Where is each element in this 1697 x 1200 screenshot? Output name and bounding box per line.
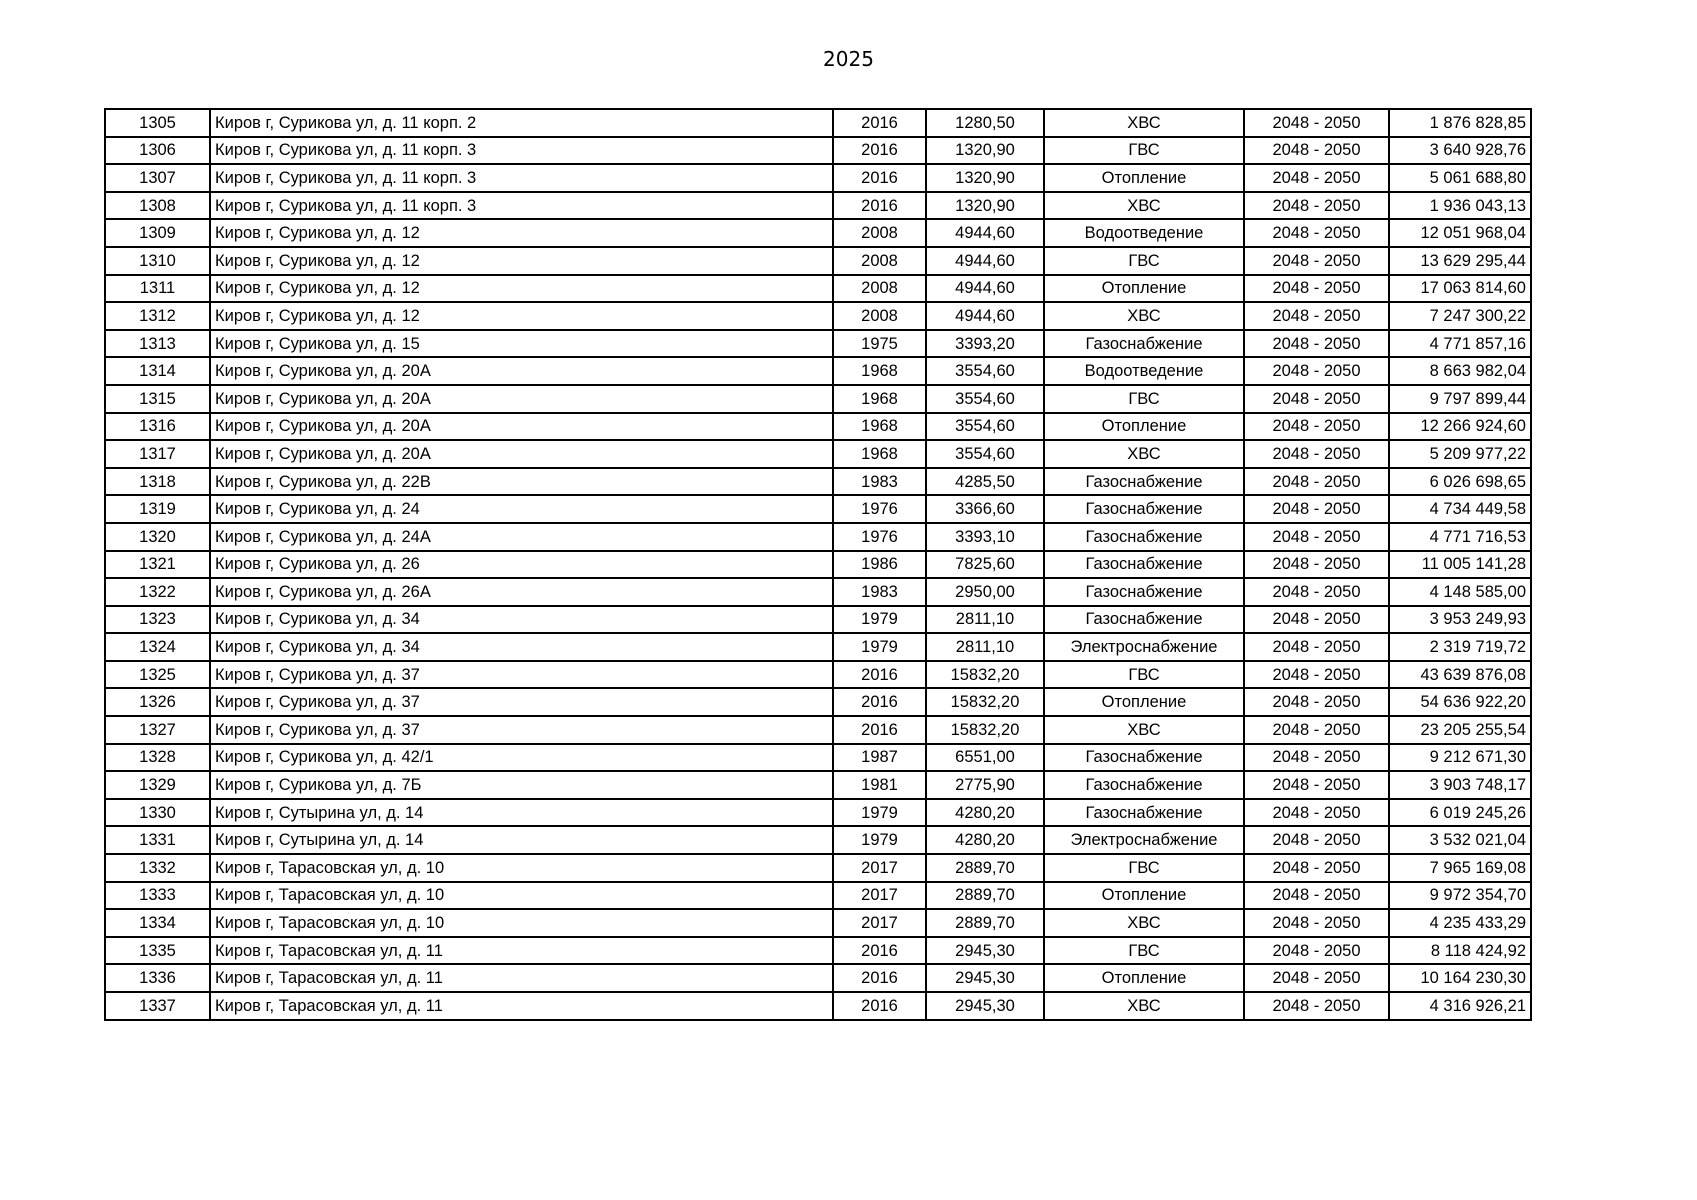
service-type-cell: Газоснабжение (1044, 744, 1244, 772)
year-cell: 2016 (833, 661, 926, 689)
area-cell: 4944,60 (926, 302, 1044, 330)
table-row (105, 330, 1531, 358)
service-type-cell: ГВС (1044, 661, 1244, 689)
service-type-cell: ХВС (1044, 992, 1244, 1020)
row-number-cell: 1317 (105, 440, 210, 468)
year-cell: 2016 (833, 164, 926, 192)
row-number-cell: 1326 (105, 688, 210, 716)
address-cell: Киров г, Тарасовская ул, д. 10 (210, 882, 833, 910)
year-cell: 2016 (833, 109, 926, 137)
period-cell: 2048 - 2050 (1244, 909, 1389, 937)
row-number-cell: 1336 (105, 964, 210, 992)
year-cell: 2016 (833, 137, 926, 165)
address-cell: Киров г, Сурикова ул, д. 20А (210, 440, 833, 468)
address-cell: Киров г, Сурикова ул, д. 42/1 (210, 744, 833, 772)
year-cell: 1979 (833, 633, 926, 661)
service-type-cell: Водоотведение (1044, 219, 1244, 247)
period-cell: 2048 - 2050 (1244, 164, 1389, 192)
row-number-cell: 1325 (105, 661, 210, 689)
area-cell: 4280,20 (926, 826, 1044, 854)
register-table (104, 108, 1532, 1021)
year-cell: 1968 (833, 385, 926, 413)
table-row (105, 413, 1531, 441)
address-cell: Киров г, Сурикова ул, д. 37 (210, 716, 833, 744)
row-number-cell: 1314 (105, 357, 210, 385)
address-cell: Киров г, Тарасовская ул, д. 11 (210, 937, 833, 965)
year-cell: 1983 (833, 468, 926, 496)
cost-cell: 1 876 828,85 (1389, 109, 1531, 137)
year-cell: 2008 (833, 219, 926, 247)
address-cell: Киров г, Сурикова ул, д. 11 корп. 2 (210, 109, 833, 137)
table-row (105, 109, 1531, 137)
period-cell: 2048 - 2050 (1244, 551, 1389, 579)
period-cell: 2048 - 2050 (1244, 716, 1389, 744)
table-row (105, 219, 1531, 247)
period-cell: 2048 - 2050 (1244, 992, 1389, 1020)
cost-cell: 5 061 688,80 (1389, 164, 1531, 192)
area-cell: 2889,70 (926, 854, 1044, 882)
service-type-cell: Газоснабжение (1044, 578, 1244, 606)
table-row (105, 385, 1531, 413)
period-cell: 2048 - 2050 (1244, 247, 1389, 275)
address-cell: Киров г, Тарасовская ул, д. 11 (210, 964, 833, 992)
cost-cell: 7 965 169,08 (1389, 854, 1531, 882)
period-cell: 2048 - 2050 (1244, 964, 1389, 992)
cost-cell: 3 953 249,93 (1389, 606, 1531, 634)
cost-cell: 6 019 245,26 (1389, 799, 1531, 827)
period-cell: 2048 - 2050 (1244, 633, 1389, 661)
period-cell: 2048 - 2050 (1244, 385, 1389, 413)
service-type-cell: Газоснабжение (1044, 523, 1244, 551)
service-type-cell: Газоснабжение (1044, 771, 1244, 799)
period-cell: 2048 - 2050 (1244, 826, 1389, 854)
service-type-cell: ГВС (1044, 854, 1244, 882)
service-type-cell: ГВС (1044, 137, 1244, 165)
year-cell: 1968 (833, 440, 926, 468)
service-type-cell: Газоснабжение (1044, 495, 1244, 523)
table-row (105, 964, 1531, 992)
address-cell: Киров г, Сурикова ул, д. 34 (210, 606, 833, 634)
period-cell: 2048 - 2050 (1244, 275, 1389, 303)
address-cell: Киров г, Сурикова ул, д. 20А (210, 357, 833, 385)
area-cell: 2950,00 (926, 578, 1044, 606)
table-row (105, 523, 1531, 551)
period-cell: 2048 - 2050 (1244, 192, 1389, 220)
address-cell: Киров г, Сурикова ул, д. 11 корп. 3 (210, 192, 833, 220)
cost-cell: 54 636 922,20 (1389, 688, 1531, 716)
row-number-cell: 1322 (105, 578, 210, 606)
area-cell: 1320,90 (926, 137, 1044, 165)
table-row (105, 799, 1531, 827)
area-cell: 2889,70 (926, 909, 1044, 937)
table-row (105, 633, 1531, 661)
period-cell: 2048 - 2050 (1244, 744, 1389, 772)
address-cell: Киров г, Сурикова ул, д. 12 (210, 219, 833, 247)
cost-cell: 9 797 899,44 (1389, 385, 1531, 413)
year-cell: 2008 (833, 247, 926, 275)
table-row (105, 937, 1531, 965)
row-number-cell: 1329 (105, 771, 210, 799)
address-cell: Киров г, Сурикова ул, д. 20А (210, 385, 833, 413)
service-type-cell: ХВС (1044, 302, 1244, 330)
address-cell: Киров г, Сурикова ул, д. 12 (210, 247, 833, 275)
area-cell: 4944,60 (926, 219, 1044, 247)
table-row (105, 882, 1531, 910)
service-type-cell: Газоснабжение (1044, 551, 1244, 579)
row-number-cell: 1323 (105, 606, 210, 634)
cost-cell: 11 005 141,28 (1389, 551, 1531, 579)
page-number: 2025 (823, 47, 874, 71)
area-cell: 3366,60 (926, 495, 1044, 523)
row-number-cell: 1335 (105, 937, 210, 965)
row-number-cell: 1321 (105, 551, 210, 579)
area-cell: 2889,70 (926, 882, 1044, 910)
table-row (105, 606, 1531, 634)
cost-cell: 3 903 748,17 (1389, 771, 1531, 799)
address-cell: Киров г, Сурикова ул, д. 26 (210, 551, 833, 579)
table-row (105, 578, 1531, 606)
cost-cell: 6 026 698,65 (1389, 468, 1531, 496)
period-cell: 2048 - 2050 (1244, 799, 1389, 827)
address-cell: Киров г, Тарасовская ул, д. 11 (210, 992, 833, 1020)
period-cell: 2048 - 2050 (1244, 468, 1389, 496)
year-cell: 1979 (833, 799, 926, 827)
table-row (105, 909, 1531, 937)
period-cell: 2048 - 2050 (1244, 688, 1389, 716)
address-cell: Киров г, Сурикова ул, д. 26А (210, 578, 833, 606)
cost-cell: 12 051 968,04 (1389, 219, 1531, 247)
year-cell: 2016 (833, 192, 926, 220)
service-type-cell: Отопление (1044, 882, 1244, 910)
row-number-cell: 1310 (105, 247, 210, 275)
address-cell: Киров г, Сурикова ул, д. 15 (210, 330, 833, 358)
row-number-cell: 1328 (105, 744, 210, 772)
area-cell: 2945,30 (926, 964, 1044, 992)
cost-cell: 4 316 926,21 (1389, 992, 1531, 1020)
table-row (105, 357, 1531, 385)
period-cell: 2048 - 2050 (1244, 661, 1389, 689)
cost-cell: 3 640 928,76 (1389, 137, 1531, 165)
service-type-cell: Газоснабжение (1044, 330, 1244, 358)
year-cell: 1979 (833, 606, 926, 634)
service-type-cell: Газоснабжение (1044, 799, 1244, 827)
service-type-cell: ХВС (1044, 716, 1244, 744)
cost-cell: 5 209 977,22 (1389, 440, 1531, 468)
table-row (105, 468, 1531, 496)
table-row (105, 164, 1531, 192)
service-type-cell: Газоснабжение (1044, 468, 1244, 496)
area-cell: 3393,20 (926, 330, 1044, 358)
area-cell: 3554,60 (926, 357, 1044, 385)
cost-cell: 2 319 719,72 (1389, 633, 1531, 661)
cost-cell: 17 063 814,60 (1389, 275, 1531, 303)
area-cell: 2811,10 (926, 633, 1044, 661)
year-cell: 1979 (833, 826, 926, 854)
cost-cell: 4 771 716,53 (1389, 523, 1531, 551)
row-number-cell: 1334 (105, 909, 210, 937)
period-cell: 2048 - 2050 (1244, 330, 1389, 358)
area-cell: 4285,50 (926, 468, 1044, 496)
service-type-cell: Отопление (1044, 688, 1244, 716)
area-cell: 15832,20 (926, 716, 1044, 744)
service-type-cell: Отопление (1044, 164, 1244, 192)
cost-cell: 8 663 982,04 (1389, 357, 1531, 385)
period-cell: 2048 - 2050 (1244, 578, 1389, 606)
row-number-cell: 1312 (105, 302, 210, 330)
cost-cell: 4 235 433,29 (1389, 909, 1531, 937)
row-number-cell: 1305 (105, 109, 210, 137)
row-number-cell: 1311 (105, 275, 210, 303)
period-cell: 2048 - 2050 (1244, 937, 1389, 965)
period-cell: 2048 - 2050 (1244, 357, 1389, 385)
row-number-cell: 1313 (105, 330, 210, 358)
table-row (105, 551, 1531, 579)
year-cell: 1976 (833, 495, 926, 523)
year-cell: 1987 (833, 744, 926, 772)
year-cell: 1968 (833, 413, 926, 441)
cost-cell: 7 247 300,22 (1389, 302, 1531, 330)
service-type-cell: Отопление (1044, 413, 1244, 441)
period-cell: 2048 - 2050 (1244, 440, 1389, 468)
service-type-cell: ГВС (1044, 385, 1244, 413)
area-cell: 2945,30 (926, 992, 1044, 1020)
period-cell: 2048 - 2050 (1244, 771, 1389, 799)
row-number-cell: 1333 (105, 882, 210, 910)
area-cell: 15832,20 (926, 688, 1044, 716)
cost-cell: 13 629 295,44 (1389, 247, 1531, 275)
table-row (105, 302, 1531, 330)
year-cell: 2017 (833, 909, 926, 937)
row-number-cell: 1320 (105, 523, 210, 551)
table-row (105, 247, 1531, 275)
year-cell: 2016 (833, 688, 926, 716)
service-type-cell: ХВС (1044, 909, 1244, 937)
address-cell: Киров г, Тарасовская ул, д. 10 (210, 854, 833, 882)
address-cell: Киров г, Сурикова ул, д. 37 (210, 661, 833, 689)
area-cell: 4944,60 (926, 275, 1044, 303)
row-number-cell: 1330 (105, 799, 210, 827)
period-cell: 2048 - 2050 (1244, 413, 1389, 441)
area-cell: 6551,00 (926, 744, 1044, 772)
address-cell: Киров г, Сутырина ул, д. 14 (210, 799, 833, 827)
row-number-cell: 1327 (105, 716, 210, 744)
year-cell: 1975 (833, 330, 926, 358)
area-cell: 2811,10 (926, 606, 1044, 634)
area-cell: 3554,60 (926, 413, 1044, 441)
address-cell: Киров г, Сурикова ул, д. 20А (210, 413, 833, 441)
year-cell: 2016 (833, 716, 926, 744)
cost-cell: 1 936 043,13 (1389, 192, 1531, 220)
row-number-cell: 1307 (105, 164, 210, 192)
year-cell: 2016 (833, 964, 926, 992)
cost-cell: 4 771 857,16 (1389, 330, 1531, 358)
table-row (105, 440, 1531, 468)
cost-cell: 43 639 876,08 (1389, 661, 1531, 689)
year-cell: 1983 (833, 578, 926, 606)
table-row (105, 826, 1531, 854)
table-row (105, 854, 1531, 882)
service-type-cell: ХВС (1044, 109, 1244, 137)
service-type-cell: Отопление (1044, 964, 1244, 992)
table-row (105, 744, 1531, 772)
service-type-cell: Газоснабжение (1044, 606, 1244, 634)
year-cell: 1986 (833, 551, 926, 579)
table-row (105, 661, 1531, 689)
period-cell: 2048 - 2050 (1244, 854, 1389, 882)
area-cell: 15832,20 (926, 661, 1044, 689)
row-number-cell: 1308 (105, 192, 210, 220)
cost-cell: 10 164 230,30 (1389, 964, 1531, 992)
table-row (105, 771, 1531, 799)
row-number-cell: 1331 (105, 826, 210, 854)
address-cell: Киров г, Сурикова ул, д. 11 корп. 3 (210, 164, 833, 192)
area-cell: 2945,30 (926, 937, 1044, 965)
row-number-cell: 1337 (105, 992, 210, 1020)
service-type-cell: ГВС (1044, 247, 1244, 275)
table-row (105, 688, 1531, 716)
service-type-cell: ХВС (1044, 440, 1244, 468)
area-cell: 1320,90 (926, 164, 1044, 192)
area-cell: 2775,90 (926, 771, 1044, 799)
service-type-cell: Отопление (1044, 275, 1244, 303)
row-number-cell: 1324 (105, 633, 210, 661)
year-cell: 2016 (833, 992, 926, 1020)
address-cell: Киров г, Сутырина ул, д. 14 (210, 826, 833, 854)
address-cell: Киров г, Тарасовская ул, д. 10 (210, 909, 833, 937)
period-cell: 2048 - 2050 (1244, 302, 1389, 330)
table-row (105, 137, 1531, 165)
row-number-cell: 1309 (105, 219, 210, 247)
row-number-cell: 1332 (105, 854, 210, 882)
address-cell: Киров г, Сурикова ул, д. 22В (210, 468, 833, 496)
table-row (105, 716, 1531, 744)
service-type-cell: ГВС (1044, 937, 1244, 965)
year-cell: 2016 (833, 937, 926, 965)
row-number-cell: 1306 (105, 137, 210, 165)
area-cell: 3393,10 (926, 523, 1044, 551)
address-cell: Киров г, Сурикова ул, д. 7Б (210, 771, 833, 799)
cost-cell: 8 118 424,92 (1389, 937, 1531, 965)
year-cell: 2008 (833, 275, 926, 303)
cost-cell: 4 734 449,58 (1389, 495, 1531, 523)
service-type-cell: ХВС (1044, 192, 1244, 220)
service-type-cell: Водоотведение (1044, 357, 1244, 385)
row-number-cell: 1318 (105, 468, 210, 496)
cost-cell: 9 212 671,30 (1389, 744, 1531, 772)
register-table-body (105, 109, 1531, 1020)
cost-cell: 12 266 924,60 (1389, 413, 1531, 441)
area-cell: 3554,60 (926, 440, 1044, 468)
period-cell: 2048 - 2050 (1244, 219, 1389, 247)
cost-cell: 23 205 255,54 (1389, 716, 1531, 744)
address-cell: Киров г, Сурикова ул, д. 24А (210, 523, 833, 551)
cost-cell: 4 148 585,00 (1389, 578, 1531, 606)
area-cell: 1320,90 (926, 192, 1044, 220)
period-cell: 2048 - 2050 (1244, 882, 1389, 910)
area-cell: 4280,20 (926, 799, 1044, 827)
period-cell: 2048 - 2050 (1244, 606, 1389, 634)
period-cell: 2048 - 2050 (1244, 137, 1389, 165)
address-cell: Киров г, Сурикова ул, д. 12 (210, 275, 833, 303)
year-cell: 1981 (833, 771, 926, 799)
cost-cell: 9 972 354,70 (1389, 882, 1531, 910)
area-cell: 3554,60 (926, 385, 1044, 413)
address-cell: Киров г, Сурикова ул, д. 11 корп. 3 (210, 137, 833, 165)
table-row (105, 495, 1531, 523)
period-cell: 2048 - 2050 (1244, 523, 1389, 551)
row-number-cell: 1319 (105, 495, 210, 523)
year-cell: 2017 (833, 882, 926, 910)
address-cell: Киров г, Сурикова ул, д. 24 (210, 495, 833, 523)
year-cell: 1968 (833, 357, 926, 385)
year-cell: 2008 (833, 302, 926, 330)
row-number-cell: 1316 (105, 413, 210, 441)
area-cell: 7825,60 (926, 551, 1044, 579)
area-cell: 1280,50 (926, 109, 1044, 137)
table-row (105, 275, 1531, 303)
row-number-cell: 1315 (105, 385, 210, 413)
service-type-cell: Электроснабжение (1044, 826, 1244, 854)
year-cell: 1976 (833, 523, 926, 551)
area-cell: 4944,60 (926, 247, 1044, 275)
address-cell: Киров г, Сурикова ул, д. 37 (210, 688, 833, 716)
address-cell: Киров г, Сурикова ул, д. 12 (210, 302, 833, 330)
cost-cell: 3 532 021,04 (1389, 826, 1531, 854)
table-row (105, 992, 1531, 1020)
service-type-cell: Электроснабжение (1044, 633, 1244, 661)
year-cell: 2017 (833, 854, 926, 882)
period-cell: 2048 - 2050 (1244, 109, 1389, 137)
period-cell: 2048 - 2050 (1244, 495, 1389, 523)
address-cell: Киров г, Сурикова ул, д. 34 (210, 633, 833, 661)
table-row (105, 192, 1531, 220)
